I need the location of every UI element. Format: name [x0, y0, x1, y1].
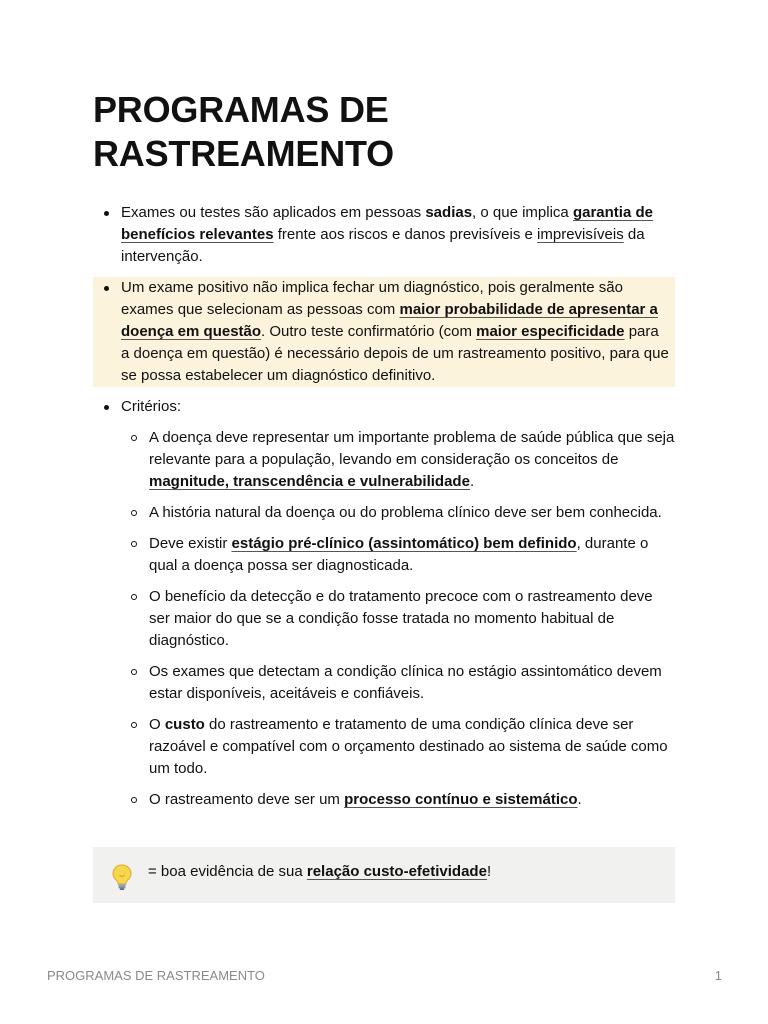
text-segment-plain: Um exame positivo não implica fechar um diagnóstico, pois geralmente são exames que selecionam as pessoas com [121, 279, 623, 318]
criteria-item [93, 502, 675, 524]
sub-bullet-circle [131, 722, 137, 728]
criteria-text [149, 791, 582, 808]
sub-bullet-circle [131, 510, 137, 516]
criteria-item [93, 427, 675, 493]
text-segment-plain: frente aos riscos e danos previsíveis e [273, 226, 538, 243]
bullet-dot [104, 211, 109, 216]
footer-title: PROGRAMAS DE RASTREAMENTO [47, 968, 265, 983]
bullet-item-positive-result [93, 277, 675, 387]
sub-bullet-circle [131, 594, 137, 600]
bullet-dot [104, 286, 109, 291]
criteria-text [149, 716, 668, 777]
text-segment-bold-underline: processo contínuo e sistemático [344, 791, 578, 808]
criteria-item [93, 533, 675, 577]
text-segment-plain: . Outro teste confirmatório (com [261, 323, 477, 340]
text-segment-plain: . [469, 473, 475, 490]
text-segment-plain: O [149, 716, 165, 733]
sub-bullet-circle [131, 669, 137, 675]
text-segment-plain: A doença deve representar um importante problema de saúde pública que seja relevante para a população, levando em consideração os conceitos de [149, 429, 675, 468]
content-list [93, 202, 675, 820]
criteria-list [93, 427, 675, 811]
criteria-item [93, 789, 675, 811]
sub-bullet-circle [131, 541, 137, 547]
callout-text-before: = boa evidência de sua [148, 863, 307, 880]
text-segment-plain: Deve existir [149, 535, 232, 552]
sub-bullet-circle [131, 797, 137, 803]
criteria-item [93, 714, 675, 780]
text-segment-underline: imprevisíveis [537, 226, 624, 243]
criteria-item [93, 661, 675, 705]
bullet-text [121, 204, 653, 265]
criteria-text [149, 504, 662, 521]
callout-box [93, 847, 675, 903]
text-segment-bold-underline: maior probabilidade de apresentar a doença em questão [121, 301, 658, 340]
page-title: PROGRAMAS DE RASTREAMENTO [93, 89, 394, 174]
criteria-text [149, 588, 653, 649]
callout-text-after: ! [486, 863, 492, 880]
text-segment-plain: para a doença em questão) é necessário depois de um rastreamento positivo, para que se possa estabelecer um diagnóstico definitivo. [121, 323, 669, 384]
criteria-text [149, 535, 648, 574]
text-segment-bold: custo [164, 716, 205, 733]
text-segment-plain: Critérios: [121, 398, 182, 415]
text-segment-plain: Exames ou testes são aplicados em pessoas [121, 204, 426, 221]
text-segment-plain: Os exames que detectam a condição clínica no estágio assintomático devem estar disponíveis, aceitáveis e confiáveis. [149, 663, 662, 702]
text-segment-plain: da intervenção. [121, 226, 645, 265]
text-segment-plain: O benefício da detecção e do tratamento precoce com o rastreamento deve ser maior do que se a condição fosse tratada no momento habitual de diagnóstico. [149, 588, 653, 649]
bullet-text [121, 279, 669, 384]
text-segment-plain: do rastreamento e tratamento de uma condição clínica deve ser razoável e compatível com o orçamento destinado ao sistema de saúde como um todo. [149, 716, 668, 777]
text-segment-plain: . [577, 791, 582, 808]
text-segment-plain: A história natural da doença ou do problema clínico deve ser bem conhecida. [149, 504, 662, 521]
sub-bullet-circle [131, 435, 137, 441]
text-segment-bold: sadias [425, 204, 473, 221]
bullet-item-criteria [93, 396, 675, 418]
callout-emphasis: relação custo-efetividade [306, 863, 487, 880]
text-segment-plain: , o que implica [472, 204, 573, 221]
text-segment-bold-underline: magnitude, transcendência e vulnerabilidade [149, 473, 470, 490]
footer-page-number: 1 [714, 968, 722, 983]
bullet-item-screening-healthy [93, 202, 675, 268]
criteria-item [93, 586, 675, 652]
bullet-text [121, 398, 181, 415]
text-segment-plain: , durante o qual a doença possa ser diagnosticada. [149, 535, 649, 574]
text-segment-bold-underline: maior especificidade [476, 323, 625, 340]
bullet-dot [104, 405, 109, 410]
criteria-text [149, 429, 674, 490]
lightbulb-icon [110, 863, 134, 891]
callout-text [148, 861, 491, 883]
text-segment-bold-underline: estágio pré-clínico (assintomático) bem definido [231, 535, 577, 552]
criteria-text [149, 663, 662, 702]
text-segment-bold-underline: garantia de benefícios relevantes [121, 204, 653, 243]
text-segment-plain: O rastreamento deve ser um [149, 791, 345, 808]
